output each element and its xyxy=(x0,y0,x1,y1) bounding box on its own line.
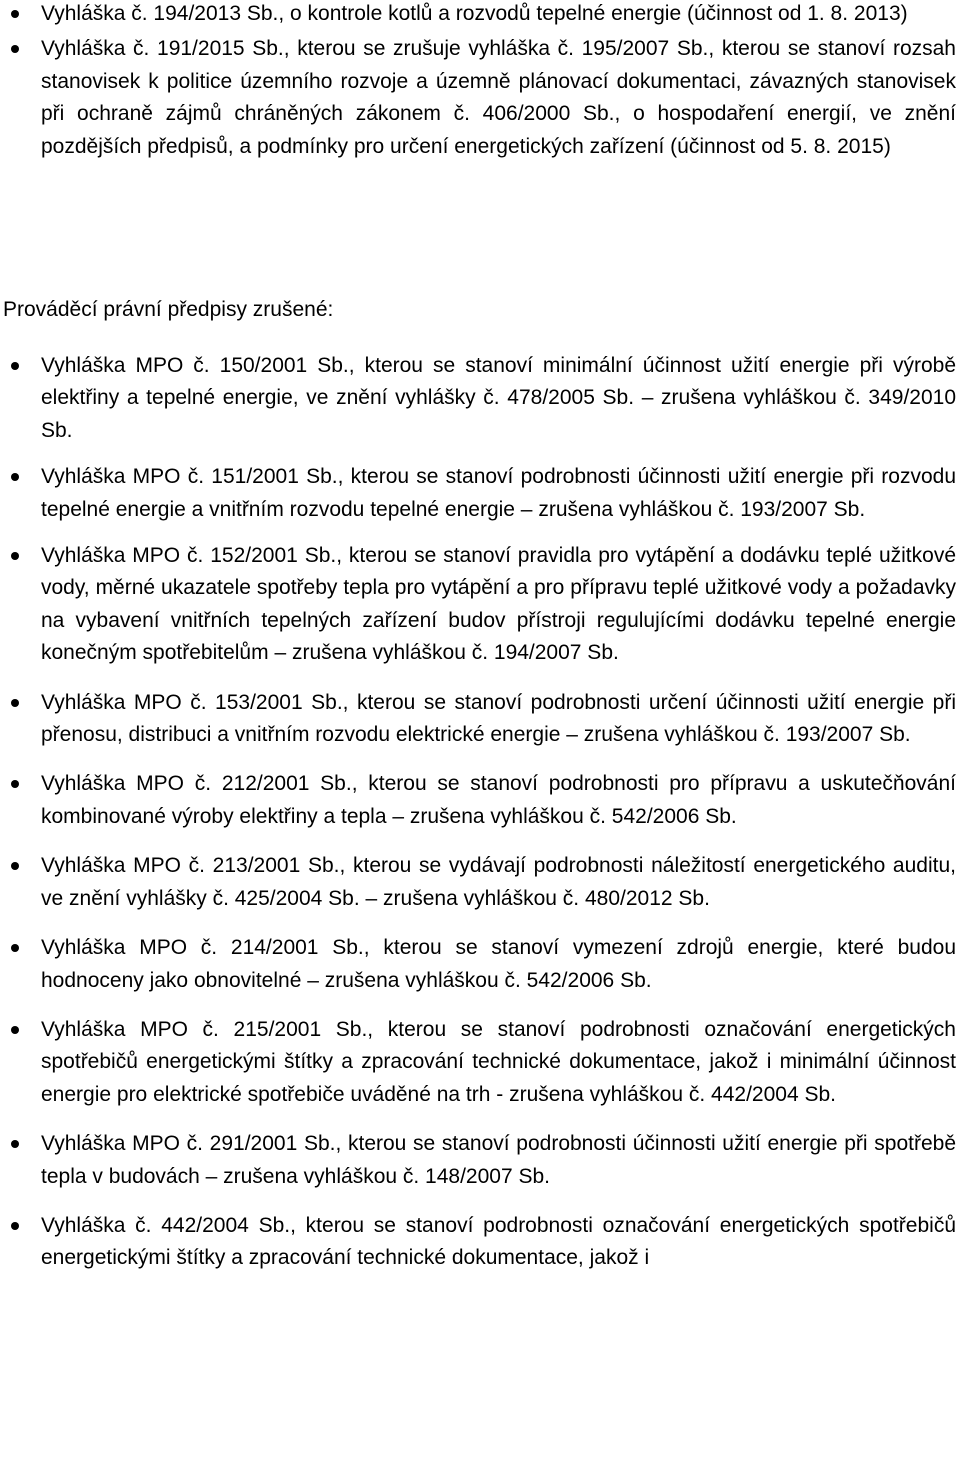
bullet-icon xyxy=(11,862,19,870)
bullet-icon xyxy=(11,362,19,370)
list-item-text: Vyhláška č. 191/2015 Sb., kterou se zrušuje vyhláška č. 195/2007 Sb., kterou se stanoví rozsah stanovisek k politice územního rozvoje a územně plánovací dokumentaci, závazných stanovisek při ochraně zájmů chráněných zákonem č. 406/2000 Sb., o hospodaření energií, ve znění pozdějších předpisů, a podmínky pro určení energetických zařízení (účinnost od 5. 8. 2015) xyxy=(41,37,956,158)
bullet-icon xyxy=(11,1140,19,1148)
list-item xyxy=(0,540,960,670)
bullet-icon xyxy=(11,944,19,952)
list-item-text: Vyhláška MPO č. 291/2001 Sb., kterou se stanoví podrobnosti účinnosti užití energie při spotřebě tepla v budovách – zrušena vyhláškou č. 148/2007 Sb. xyxy=(41,1132,956,1188)
list-item-text: Vyhláška č. 442/2004 Sb., kterou se stanoví podrobnosti označování energetických spotřebičů energetickými štítky a zpracování technické dokumentace, jakož i xyxy=(41,1213,956,1270)
bullet-icon xyxy=(11,10,19,18)
list-item-text: Vyhláška MPO č. 213/2001 Sb., kterou se vydávají podrobnosti náležitostí energetického auditu, ve znění vyhlášky č. 425/2004 Sb. – zrušena vyhláškou č. 480/2012 Sb. xyxy=(41,854,956,910)
list-item xyxy=(0,461,960,526)
bullet-icon xyxy=(11,699,19,707)
list-item xyxy=(0,1210,960,1275)
list-item xyxy=(0,768,960,833)
list-item-text: Vyhláška MPO č. 150/2001 Sb., kterou se stanoví minimální účinnost užití energie při výrobě elektřiny a tepelné energie, ve znění vyhlášky č. 478/2005 Sb. – zrušena vyhláškou č. 349/2010 Sb. xyxy=(41,354,956,442)
list-item-text: Vyhláška č. 194/2013 Sb., o kontrole kotlů a rozvodů tepelné energie (účinnost od 1. 8. 2013) xyxy=(41,2,908,25)
list-item xyxy=(0,932,960,997)
list-item xyxy=(0,1014,960,1111)
bullet-icon xyxy=(11,473,19,481)
list-item-text: Vyhláška MPO č. 214/2001 Sb., kterou se stanoví vymezení zdrojů energie, které budou hodnoceny jako obnovitelné – zrušena vyhláškou č. 542/2006 Sb. xyxy=(41,936,956,992)
list-item-text: Vyhláška MPO č. 212/2001 Sb., kterou se stanoví podrobnosti pro přípravu a uskutečňování kombinované výroby elektřiny a tepla – zrušena vyhláškou č. 542/2006 Sb. xyxy=(41,772,956,828)
list-item xyxy=(0,1128,960,1193)
list-item xyxy=(0,687,960,752)
list-item xyxy=(0,0,960,30)
section-heading: Prováděcí právní předpisy zrušené: xyxy=(3,298,334,321)
bullet-icon xyxy=(11,1222,19,1230)
repealed-regulations-list xyxy=(0,350,960,1292)
list-item xyxy=(0,350,960,447)
list-item xyxy=(0,850,960,915)
current-regulations-list xyxy=(0,0,960,166)
bullet-icon xyxy=(11,552,19,560)
list-item-text: Vyhláška MPO č. 153/2001 Sb., kterou se stanoví podrobnosti určení účinnosti užití energie při přenosu, distribuci a vnitřním rozvodu elektrické energie – zrušena vyhláškou č. 193/2007 Sb. xyxy=(41,690,956,747)
list-item-text: Vyhláška MPO č. 152/2001 Sb., kterou se stanoví pravidla pro vytápění a dodávku teplé užitkové vody, měrné ukazatele spotřeby tepla pro vytápění a pro přípravu teplé užitkové vody a požadavky na vybavení vnitřních tepelných zařízení budov přístroji regulujícími dodávku tepelné energie konečným spotřebitelům – zrušena vyhláškou č. 194/2007 Sb. xyxy=(41,544,956,665)
list-item-text: Vyhláška MPO č. 151/2001 Sb., kterou se stanoví podrobnosti účinnosti užití energie při rozvodu tepelné energie a vnitřním rozvodu tepelné energie – zrušena vyhláškou č. 193/2007 Sb. xyxy=(41,465,956,521)
bullet-icon xyxy=(11,1026,19,1034)
list-item xyxy=(0,33,960,163)
bullet-icon xyxy=(11,45,19,53)
list-item-text: Vyhláška MPO č. 215/2001 Sb., kterou se stanoví podrobnosti označování energetických spotřebičů energetickými štítky a zpracování technické dokumentace, jakož i minimální účinnost energie pro elektrické spotřebiče uváděné na trh - zrušena vyhláškou č. 442/2004 Sb. xyxy=(41,1017,956,1106)
bullet-icon xyxy=(11,780,19,788)
